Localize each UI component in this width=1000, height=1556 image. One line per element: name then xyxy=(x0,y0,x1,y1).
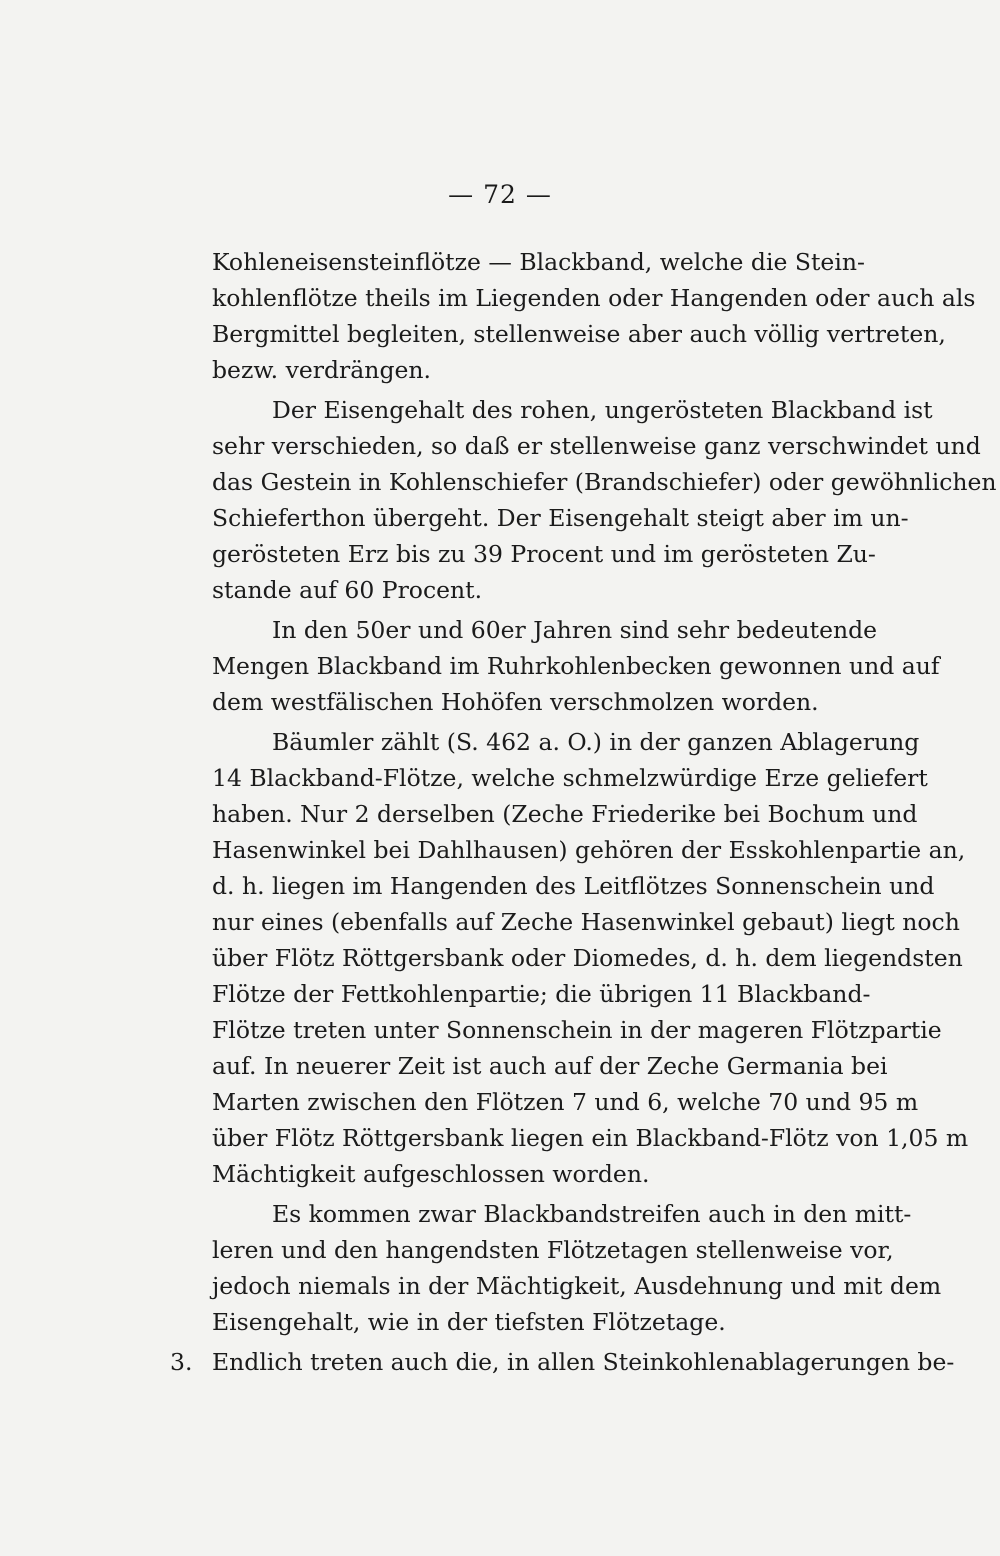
text-line-19: nur eines (ebenfalls auf Zeche Hasenwinkel gebaut) liegt noch xyxy=(212,908,960,936)
page-number: — 72 — xyxy=(448,180,552,209)
text-line-10: stande auf 60 Procent. xyxy=(212,576,483,604)
text-line-25: über Flötz Röttgersbank liegen ein Blackband-Flötz von 1,05 m xyxy=(212,1124,969,1152)
enumeration-marker: 3. xyxy=(170,1348,193,1376)
text-line-12: Mengen Blackband im Ruhrkohlenbecken gewonnen und auf xyxy=(212,652,940,680)
text-line-22: Flötze treten unter Sonnenschein in der mageren Flötzpartie xyxy=(212,1016,942,1044)
text-line-15: 14 Blackband-Flötze, welche schmelzwürdige Erze geliefert xyxy=(212,764,928,792)
text-line-16: haben. Nur 2 derselben (Zeche Friederike bei Bochum und xyxy=(212,800,918,828)
text-line-30: Eisengehalt, wie in der tiefsten Flötzetage. xyxy=(212,1308,726,1336)
text-line-9: gerösteten Erz bis zu 39 Procent und im gerösteten Zu- xyxy=(212,540,876,568)
text-line-28: leren und den hangendsten Flötzetagen stellenweise vor, xyxy=(212,1236,894,1264)
text-line-1: Kohleneisensteinflötze — Blackband, welche die Stein- xyxy=(212,248,865,276)
text-line-5: Der Eisengehalt des rohen, ungerösteten Blackband ist xyxy=(272,396,933,424)
text-line-2: kohlenflötze theils im Liegenden oder Hangenden oder auch als xyxy=(212,284,976,312)
text-line-14: Bäumler zählt (S. 462 a. O.) in der ganzen Ablagerung xyxy=(272,728,920,756)
text-line-20: über Flötz Röttgersbank oder Diomedes, d. h. dem liegendsten xyxy=(212,944,963,972)
text-line-3: Bergmittel begleiten, stellenweise aber auch völlig vertreten, xyxy=(212,320,946,348)
text-line-27: Es kommen zwar Blackbandstreifen auch in den mitt- xyxy=(272,1200,912,1228)
text-line-8: Schieferthon übergeht. Der Eisengehalt steigt aber im un- xyxy=(212,504,909,532)
text-line-11: In den 50er und 60er Jahren sind sehr bedeutende xyxy=(272,616,878,644)
text-line-26: Mächtigkeit aufgeschlossen worden. xyxy=(212,1160,650,1188)
text-line-29: jedoch niemals in der Mächtigkeit, Ausdehnung und mit dem xyxy=(212,1272,942,1300)
text-line-24: Marten zwischen den Flötzen 7 und 6, welche 70 und 95 m xyxy=(212,1088,919,1116)
text-line-23: auf. In neuerer Zeit ist auch auf der Zeche Germania bei xyxy=(212,1052,888,1080)
text-line-21: Flötze der Fettkohlenpartie; die übrigen 11 Blackband- xyxy=(212,980,871,1008)
text-line-6: sehr verschieden, so daß er stellenweise ganz verschwindet und xyxy=(212,432,981,460)
text-line-13: dem westfälischen Hohöfen verschmolzen worden. xyxy=(212,688,819,716)
text-line-17: Hasenwinkel bei Dahlhausen) gehören der Esskohlenpartie an, xyxy=(212,836,966,864)
text-line-31: Endlich treten auch die, in allen Steinkohlenablagerungen be- xyxy=(212,1348,955,1376)
text-line-18: d. h. liegen im Hangenden des Leitflötzes Sonnenschein und xyxy=(212,872,935,900)
text-line-7: das Gestein in Kohlenschiefer (Brandschiefer) oder gewöhnlichen xyxy=(212,468,997,496)
text-line-4: bezw. verdrängen. xyxy=(212,356,431,384)
